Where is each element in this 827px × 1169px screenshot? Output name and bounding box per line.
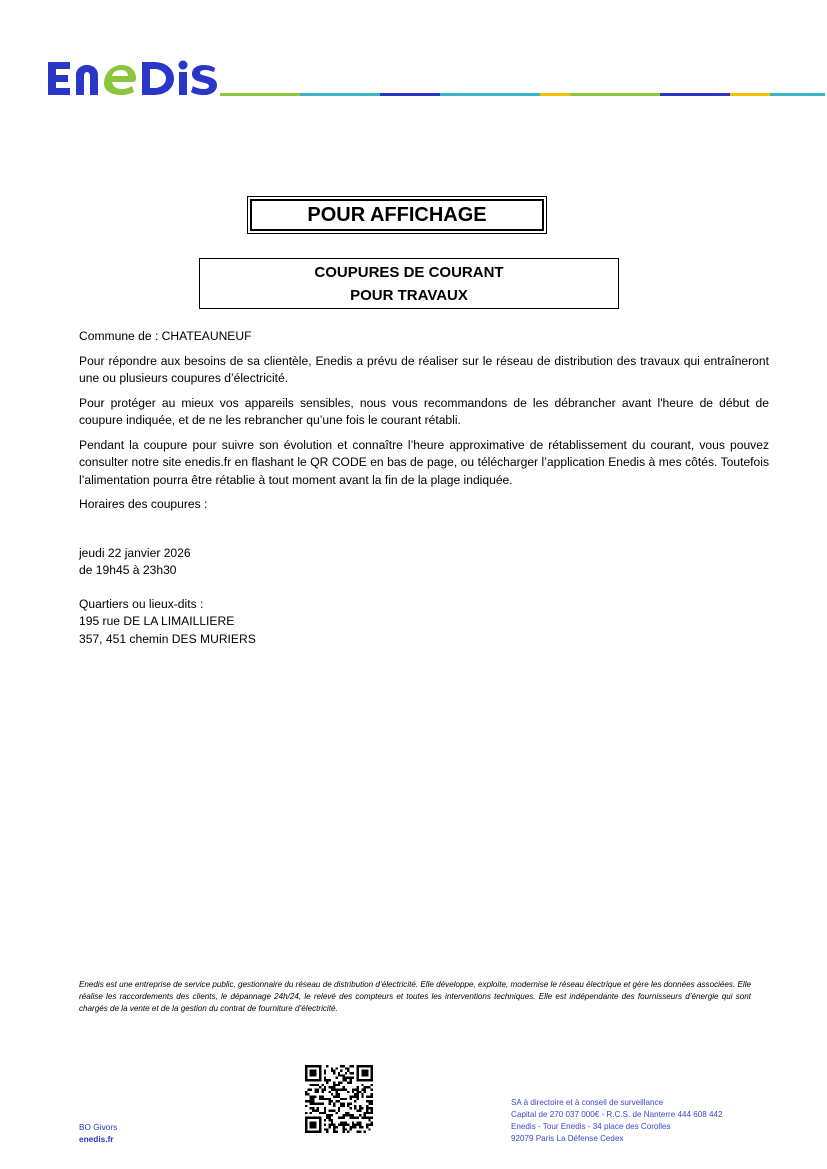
footer-left xyxy=(79,1121,117,1145)
coupures-heading-line2: POUR TRAVAUX xyxy=(350,286,468,304)
office-name: BO Givors xyxy=(79,1122,118,1132)
paragraph-suivi: Pendant la coupure pour suivre son évolution et connaître l’heure approximative de rétablissement du courant, vous pouvez consulter notre site enedis.fr en flashant le QR CODE en bas de page, ou télécharger l’application Enedis à mes côtés. Toutefois l’alimentation pourra être rétablie à tout moment avant la fin de la plage indiquée. xyxy=(79,437,769,487)
notice-body xyxy=(79,328,769,648)
outage-date: jeudi 22 janvier 2026 xyxy=(79,545,191,560)
qr-code[interactable] xyxy=(305,1065,373,1133)
quartiers-label: Quartiers ou lieux-dits : xyxy=(79,596,204,611)
paragraph-besoins: Pour répondre aux besoins de sa clientèle, Enedis a prévu de réaliser sur le réseau de distribution des travaux qui entraîneront une ou plusieurs coupures d’électricité. xyxy=(79,353,769,385)
location-item: 195 rue DE LA LIMAILLIERE xyxy=(79,614,235,628)
paragraph-appareils: Pour protéger au mieux vos appareils sensibles, nous vous recommandons de les débrancher avant l'heure de début de coupure indiquée, et de ne les rebrancher qu’une fois le courant rétabli. xyxy=(79,395,769,427)
location-item: 357, 451 chemin DES MURIERS xyxy=(79,631,256,646)
outage-time-range: de 19h45 à 23h30 xyxy=(79,563,177,577)
affichage-title-box xyxy=(247,196,547,234)
company-info-line: 92079 Paris La Défense Cedex xyxy=(511,1134,624,1143)
header-decorative-line xyxy=(220,93,825,96)
company-info-line: SA à directoire et à conseil de surveillance xyxy=(511,1098,664,1107)
horaires-label: Horaires des coupures : xyxy=(79,497,208,511)
company-info-line: Enedis - Tour Enedis - 34 place des Corolles xyxy=(511,1122,671,1131)
legal-notice: Enedis est une entreprise de service public, gestionnaire du réseau de distribution d’électricité. Elle développe, exploite, modernise le réseau électrique et gère les données associées. Elle réalise les raccordements des clients, le dépannage 24h/24, le relevé des compteurs et toutes les interventions techniques. Elle est indépendante des fournisseurs d’énergie qui sont chargés de la vente et de la gestion du contrat de fourniture d’électricité. xyxy=(79,980,751,1013)
commune-line: Commune de : CHATEAUNEUF xyxy=(79,329,252,343)
coupures-heading-line1: COUPURES DE COURANT xyxy=(314,263,504,281)
enedis-logo xyxy=(40,56,218,100)
coupures-heading-box xyxy=(199,258,619,309)
company-info-line: Capital de 270 037 000€ - R.C.S. de Nanterre 444 608 442 xyxy=(511,1110,723,1119)
company-info xyxy=(511,1097,722,1145)
website-link[interactable]: enedis.fr xyxy=(79,1134,114,1144)
affichage-title: POUR AFFICHAGE xyxy=(250,199,544,231)
